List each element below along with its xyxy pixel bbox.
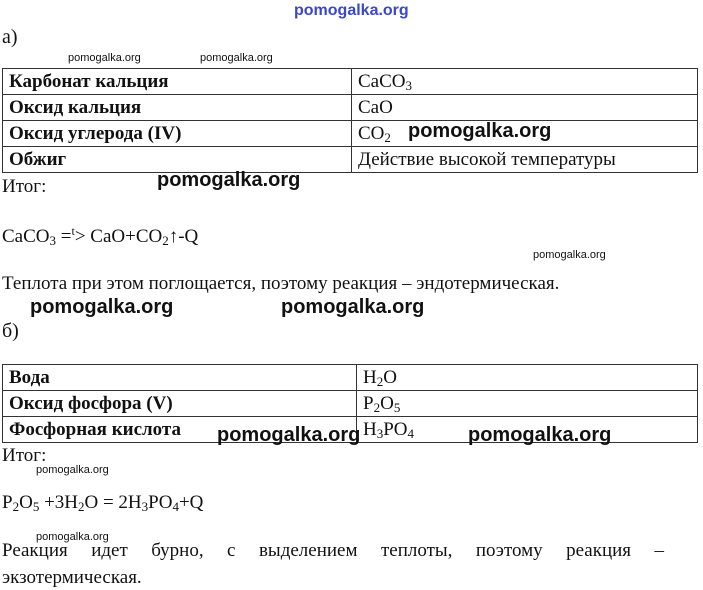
- section-a-conclusion: Теплота при этом поглощается, поэтому реакция – эндотермическая.: [2, 273, 560, 294]
- section-a-result-label: Итог:: [2, 176, 47, 197]
- watermark-big: pomogalka.org: [468, 424, 612, 446]
- watermark-big: pomogalka.org: [281, 296, 425, 318]
- table-cell-formula: $H_2O$: [357, 365, 698, 391]
- table-cell-name: Карбонат кальция: [3, 69, 352, 95]
- table-row: [3, 121, 698, 147]
- table-a: [2, 68, 698, 173]
- table-row: [3, 69, 698, 95]
- watermark-big: pomogalka.org: [217, 424, 361, 446]
- table-cell-name: Оксид кальция: [3, 95, 352, 121]
- table-cell-formula: $CO_2$: [352, 121, 698, 147]
- watermark-small: pomogalka.org: [36, 531, 109, 543]
- section-b-result-label: Итог:: [2, 445, 47, 466]
- table-cell-formula: $P_2O_5$: [357, 391, 698, 417]
- section-a-label: а): [2, 26, 18, 48]
- watermark-small: pomogalka.org: [36, 464, 109, 476]
- table-row: [3, 147, 698, 173]
- watermark-small: pomogalka.org: [200, 52, 273, 64]
- watermark-small: pomogalka.org: [533, 249, 606, 261]
- watermark-small: pomogalka.org: [68, 52, 141, 64]
- table-cell-formula: CaCO$_3$: [352, 69, 698, 95]
- table-cell-name: Оксид углерода (IV): [3, 121, 352, 147]
- table-row: [3, 95, 698, 121]
- table-cell-name: Фосфорная кислота: [3, 417, 357, 443]
- watermark-big: pomogalka.org: [408, 120, 552, 142]
- watermark-top: pomogalka.org: [294, 2, 409, 19]
- section-b-label: б): [2, 320, 19, 342]
- table-row: [3, 365, 698, 391]
- section-a-equation: CaCO$_3$ $=^t> CaO+CO_2↑-Q$: [2, 224, 199, 248]
- section-b-conclusion-line1: Реакция идет бурно, с выделением теплоты, поэтому реакция –: [2, 540, 664, 561]
- watermark-big: pomogalka.org: [30, 296, 174, 318]
- table-row: [3, 391, 698, 417]
- table-cell-formula: $H_3PO_4$: [357, 417, 698, 443]
- table-cell-name: Обжиг: [3, 147, 352, 173]
- table-cell-formula: CaO: [352, 95, 698, 121]
- table-cell-name: Вода: [3, 365, 357, 391]
- table-cell-name: Оксид фосфора (V): [3, 391, 357, 417]
- section-b-equation: $P_2O_5 +3H_2O = 2H_3PO_4+Q$: [2, 492, 204, 514]
- table-cell-formula: Действие высокой температуры: [352, 147, 698, 173]
- watermark-big: pomogalka.org: [157, 169, 301, 191]
- section-b-conclusion-line2: экзотермическая.: [2, 567, 142, 588]
